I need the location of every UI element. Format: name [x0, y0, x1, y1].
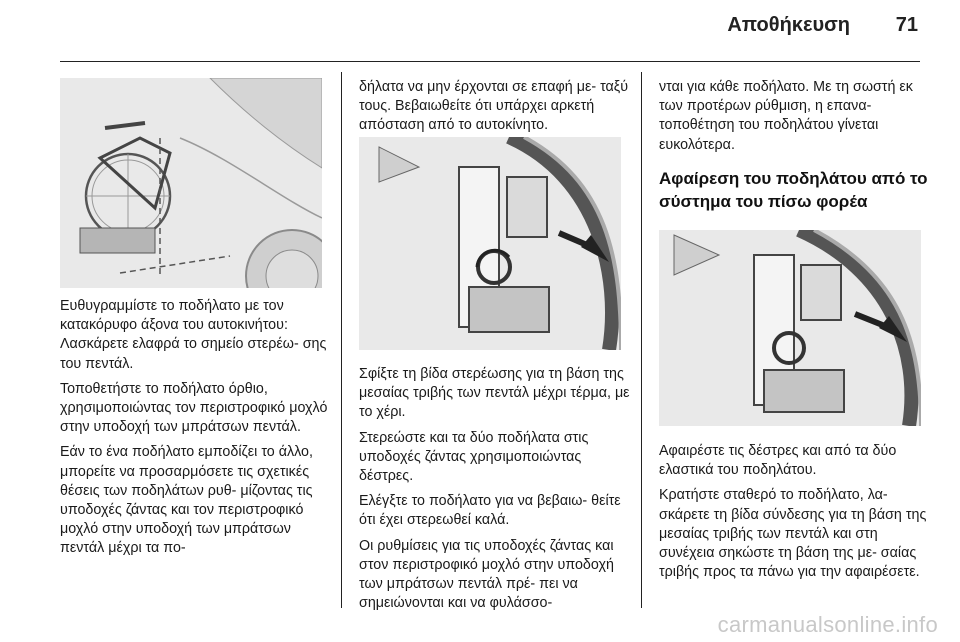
text-column-1: [60, 297, 328, 565]
page-number: 71: [895, 14, 918, 36]
figure-bike-on-carrier: [60, 78, 322, 288]
paragraph: δήλατα να μην έρχονται σε επαφή με- ταξύ τους. Βεβαιωθείτε ότι υπάρχει αρκετή απόσταση από το αυτοκίνητο.: [359, 79, 629, 134]
text-column-2-top: [359, 78, 629, 142]
text-column-2-bottom: [359, 365, 631, 619]
watermark: carmanualsonline.info: [717, 612, 938, 637]
paragraph: Εάν το ένα ποδήλατο εμποδίζει το άλλο, μπορείτε να προσαρμόσετε τις σχετικές θέσεις των ποδηλάτων ρυθ- μίζοντας τις υποδοχές ζάντας και τον περιστροφικό μοχλό στην υποδοχή των μπράτσων πεντάλ μέχρι τα πο-: [60, 444, 313, 557]
paragraph: Ευθυγραμμίστε το ποδήλατο με τον κατακόρυφο άξονα του αυτοκινήτου: Λασκάρετε ελαφρά το σημείο στερέω- σης του πεντάλ.: [60, 298, 327, 372]
paragraph: νται για κάθε ποδήλατο. Με τη σωστή εκ των προτέρων ρύθμιση, η επανα- τοποθέτηση του ποδηλάτου γίνεται ευκολότερα.: [659, 79, 913, 153]
figure-screw-loosening: [659, 230, 921, 426]
page-section-title: Αποθήκευση: [727, 14, 850, 36]
paragraph: Οι ρυθμίσεις για τις υποδοχές ζάντας και στον περιστροφικό μοχλό στην υποδοχή των μπράτσων πεντάλ πρέ- πει να σημειώνονται και να φυλάσσο-: [359, 537, 614, 612]
paragraph: Αφαιρέστε τις δέστρες και από τα δύο ελαστικά του ποδηλάτου.: [659, 443, 897, 479]
paragraph: Στερεώστε και τα δύο ποδήλατα στις υποδοχές ζάντας χρησιμοποιώντας δέστρες.: [359, 429, 589, 485]
header-rule: [60, 61, 920, 62]
text-column-3-top: [659, 78, 931, 223]
section-heading: Αφαίρεση του ποδηλάτου από το σύστημα του πίσω φορέα: [659, 168, 928, 211]
column-divider-1: [341, 72, 342, 608]
paragraph: Τοποθετήστε το ποδήλατο όρθιο, χρησιμοποιώντας τον περιστροφικό μοχλό στην υποδοχή των μπράτσων πεντάλ.: [60, 380, 328, 436]
column-divider-2: [641, 72, 642, 608]
figure-screw-tightening: [359, 137, 621, 350]
text-column-3-bottom: [659, 442, 931, 588]
paragraph: Σφίξτε τη βίδα στερέωσης για τη βάση της μεσαίας τριβής των πεντάλ μέχρι τέρμα, με το χέρι.: [359, 366, 630, 421]
paragraph: Κρατήστε σταθερό το ποδήλατο, λα- σκάρετε τη βίδα σύνδεσης για τη βάση της μεσαίας τριβής των πεντάλ και στη συνέχεια σηκώστε τη βάση της με- σαίας τριβής προς τα πάνω για την αφαιρέσετε.: [659, 487, 927, 581]
paragraph: Ελέγξτε το ποδήλατο για να βεβαιω- θείτε ότι έχει στερεωθεί καλά.: [359, 493, 621, 529]
